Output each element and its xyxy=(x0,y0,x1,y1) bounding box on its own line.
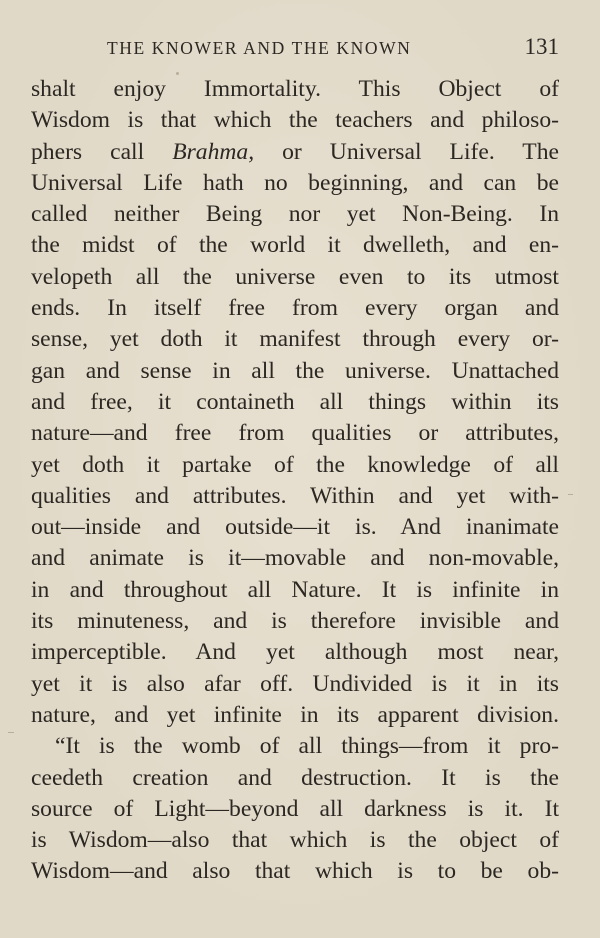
text-line: nature—and free from qualities or attributes, xyxy=(31,420,559,447)
text-line: velopeth all the universe even to its utmost xyxy=(31,263,559,290)
text-line: out—inside and outside—it is. And inanimate xyxy=(31,514,559,541)
text-line: “It is the womb of all things—from it pro- xyxy=(55,733,559,760)
text-line: its minuteness, and is therefore invisible and xyxy=(31,608,559,635)
text-line: and animate is it—movable and non-movable, xyxy=(31,545,559,572)
text-line: Universal Life hath no beginning, and can be xyxy=(31,169,559,196)
italic-term: Brahma, xyxy=(172,138,255,165)
running-title: THE KNOWER AND THE KNOWN xyxy=(107,38,412,58)
text-run: phers call xyxy=(31,138,173,165)
text-line: gan and sense in all the universe. Unattached xyxy=(31,357,559,384)
text-line: imperceptible. And yet although most near, xyxy=(31,639,559,666)
text-line: qualities and attributes. Within and yet with- xyxy=(31,482,559,509)
text-run: or Universal Life. The xyxy=(254,138,559,165)
text-line: shalt enjoy Immortality. This Object of xyxy=(31,76,559,102)
text-line: ends. In itself free from every organ and xyxy=(31,295,559,322)
text-line: called neither Being nor yet Non-Being. In xyxy=(31,201,559,228)
paper-speck xyxy=(8,732,14,733)
paper-speck xyxy=(568,494,573,495)
text-line: yet it is also afar off. Undivided is it in its xyxy=(31,670,559,697)
text-line: is Wisdom—also that which is the object of xyxy=(31,827,559,854)
text-line: nature, and yet infinite in its apparent division. xyxy=(31,701,559,728)
text-line: sense, yet doth it manifest through every or- xyxy=(31,326,559,353)
text-line: ceedeth creation and destruction. It is the xyxy=(31,764,559,791)
text-line: in and throughout all Nature. It is infinite in xyxy=(31,576,559,603)
running-head xyxy=(107,34,559,64)
text-line: Wisdom is that which the teachers and philoso- xyxy=(31,107,559,134)
body-text xyxy=(31,74,559,888)
text-line: Wisdom—and also that which is to be ob- xyxy=(31,858,559,885)
text-line: yet doth it partake of the knowledge of all xyxy=(31,451,559,478)
text-line: and free, it containeth all things within its xyxy=(31,388,559,415)
page-number: 131 xyxy=(524,34,559,59)
text-line: source of Light—beyond all darkness is it. It xyxy=(31,795,559,822)
text-line: the midst of the world it dwelleth, and en- xyxy=(31,232,559,259)
text-line xyxy=(31,137,559,168)
